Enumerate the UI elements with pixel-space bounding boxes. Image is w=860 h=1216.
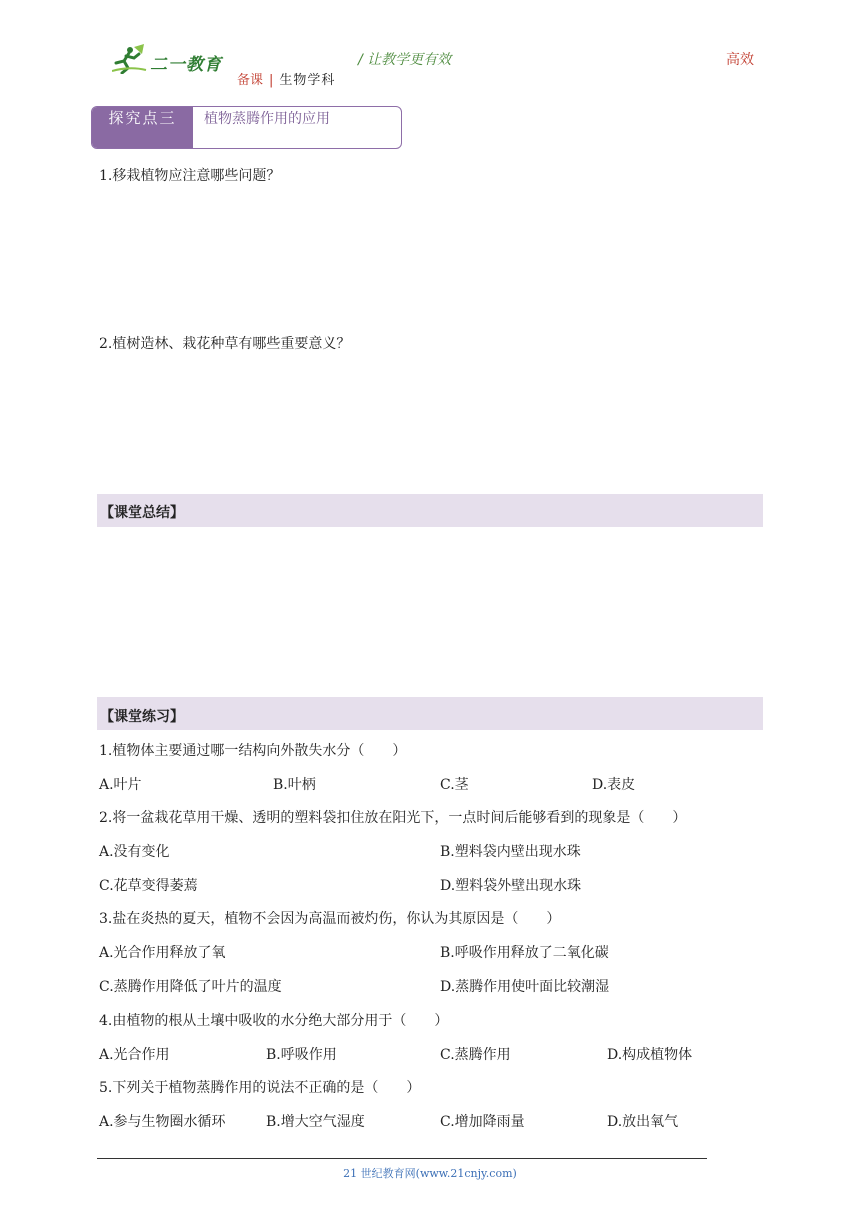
practice-q5-option-c: C.增加降雨量	[440, 1114, 525, 1130]
practice-q3-option-b: B.呼吸作用释放了二氧化碳	[440, 945, 609, 961]
summary-band	[97, 494, 763, 527]
practice-q3-option-c: C.蒸腾作用降低了叶片的温度	[99, 979, 282, 995]
section-tag-title: 植物蒸腾作用的应用	[204, 111, 330, 127]
practice-q4-stem: 4.由植物的根从土壤中吸收的水分绝大部分用于（ ）	[99, 1013, 449, 1029]
practice-q1-stem: 1.植物体主要通过哪一结构向外散失水分（ ）	[99, 743, 407, 759]
subject-label: 生物学科	[279, 73, 336, 88]
logo-text: 二一教育	[150, 55, 222, 75]
prep-label: 备课	[237, 73, 264, 88]
summary-label: 【课堂总结】	[100, 505, 184, 521]
practice-q3-option-a: A.光合作用释放了氧	[99, 945, 226, 961]
footer-divider	[97, 1158, 707, 1159]
practice-q2-option-a: A.没有变化	[99, 844, 170, 860]
header-separator: |	[269, 73, 274, 88]
footer-text: 21 世纪教育网(www.21cnjy.com)	[343, 1167, 517, 1180]
practice-q1-option-a: A.叶片	[99, 777, 142, 793]
practice-q4-option-d: D.构成植物体	[607, 1047, 693, 1063]
header-subject-line	[237, 69, 335, 88]
practice-q1-option-b: B.叶柄	[273, 777, 316, 793]
practice-q5-option-b: B.增大空气湿度	[266, 1114, 365, 1130]
practice-q3-stem: 3.盐在炎热的夏天，植物不会因为高温而被灼伤，你认为其原因是（ ）	[99, 911, 561, 927]
explore-question-2: 2.植树造林、栽花种草有哪些重要意义？	[99, 336, 351, 352]
practice-q3-option-d: D.蒸腾作用使叶面比较潮湿	[440, 979, 610, 995]
practice-q1-option-c: C.茎	[440, 777, 469, 793]
practice-q5-option-a: A.参与生物圈水循环	[99, 1114, 226, 1130]
slogan: / 让教学更有效	[358, 52, 452, 68]
header-right-label: 高效	[726, 52, 754, 68]
practice-q2-option-b: B.塑料袋内壁出现水珠	[440, 844, 581, 860]
section-tag-label: 探究点三	[92, 107, 193, 148]
practice-q2-stem: 2.将一盆栽花草用干燥、透明的塑料袋扣住放在阳光下，一点时间后能够看到的现象是（ ）	[99, 810, 687, 826]
practice-q1-option-d: D.表皮	[592, 777, 636, 793]
practice-q4-option-b: B.呼吸作用	[266, 1047, 337, 1063]
practice-band	[97, 697, 763, 730]
practice-q2-option-d: D.塑料袋外壁出现水珠	[440, 878, 582, 894]
explore-question-1: 1.移栽植物应注意哪些问题？	[99, 168, 281, 184]
practice-label: 【课堂练习】	[100, 709, 184, 725]
practice-q5-option-d: D.放出氧气	[607, 1114, 679, 1130]
practice-q2-option-c: C.花草变得萎蔫	[99, 878, 198, 894]
section-tag	[91, 106, 402, 149]
practice-q5-stem: 5.下列关于植物蒸腾作用的说法不正确的是（ ）	[99, 1080, 421, 1096]
practice-q4-option-c: C.蒸腾作用	[440, 1047, 511, 1063]
practice-q4-option-a: A.光合作用	[99, 1047, 170, 1063]
